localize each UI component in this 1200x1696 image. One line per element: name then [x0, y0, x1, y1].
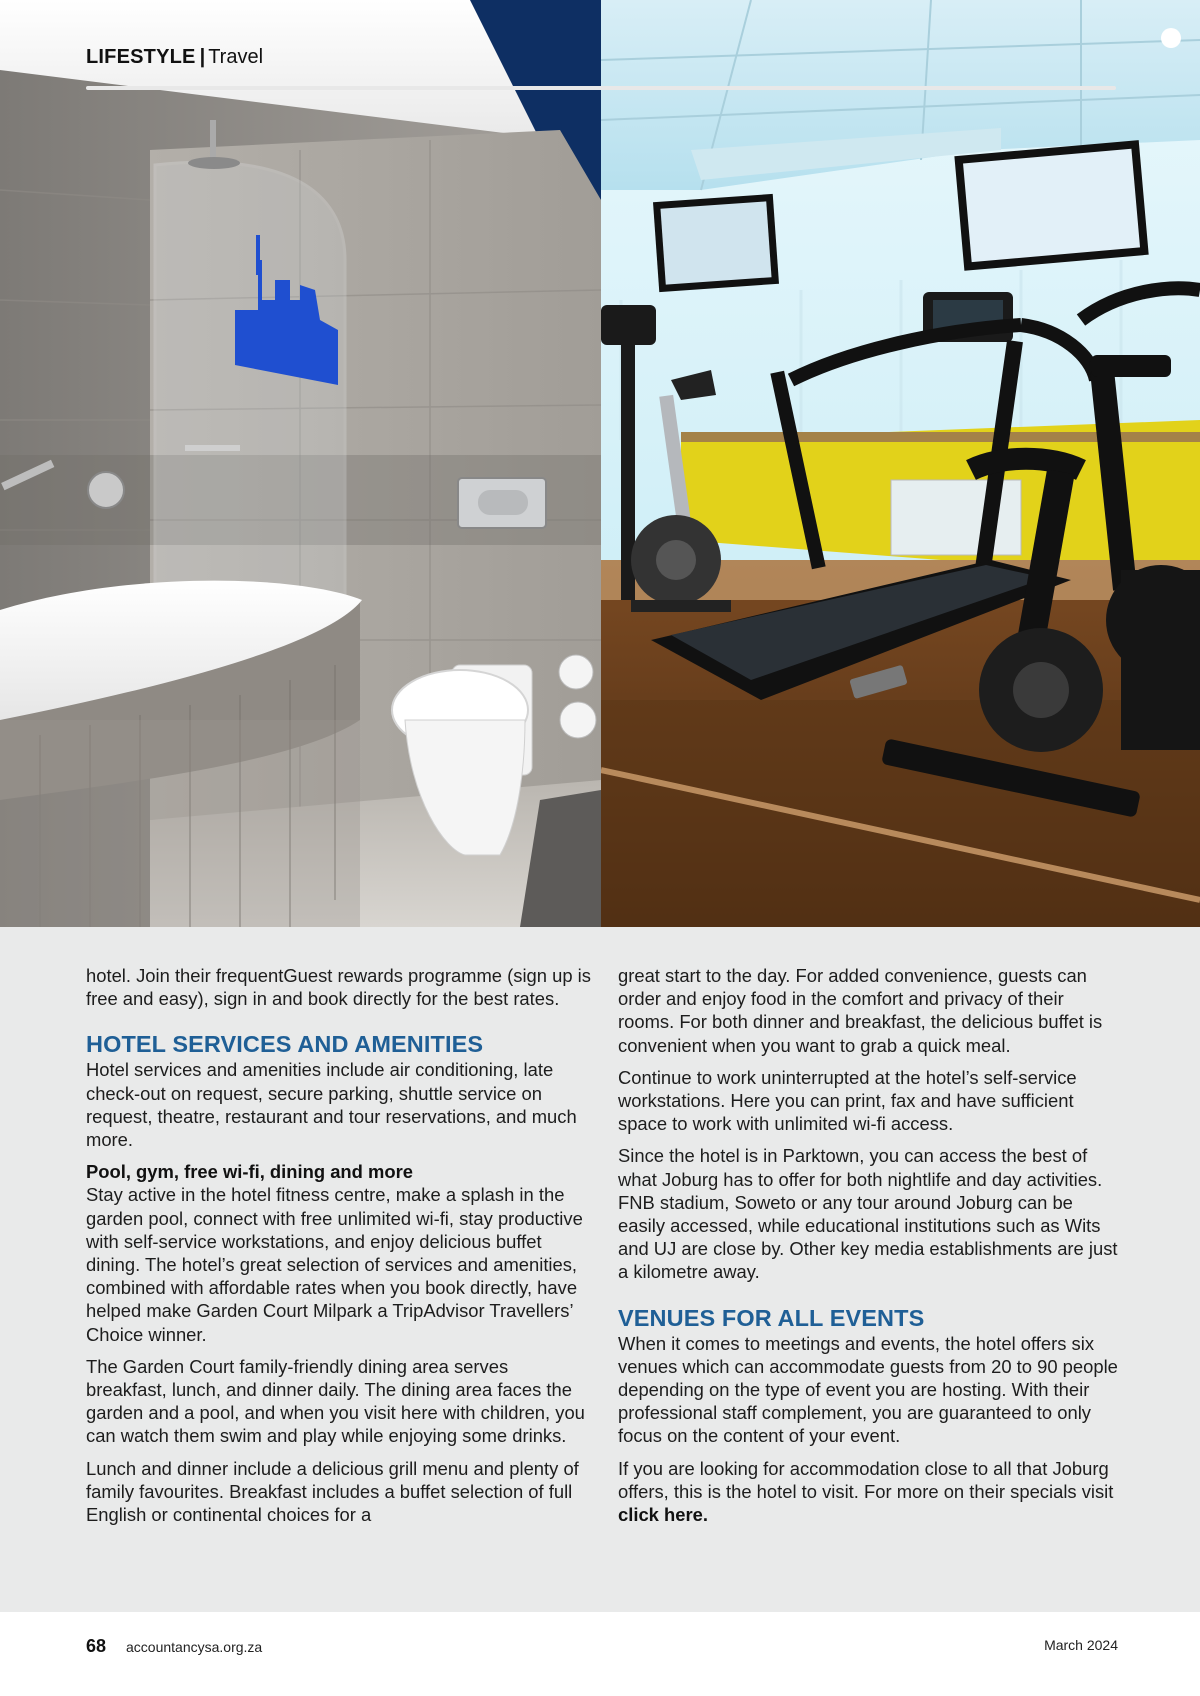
article-column-right — [618, 964, 1118, 1535]
gym-photo — [601, 0, 1200, 927]
section-label: LIFESTYLE — [86, 46, 196, 68]
paragraph: Lunch and dinner include a delicious grill menu and plenty of family favourites. Breakfast includes a buffet selection of full English or continental choices for a — [86, 1457, 579, 1526]
subsection-label: Travel — [208, 46, 264, 68]
paragraph: hotel. Join their frequentGuest rewards programme (sign up is free and easy), sign in and book directly for the best rates. — [86, 965, 591, 1010]
heading-hotel-services: HOTEL SERVICES AND AMENITIES — [86, 1031, 484, 1058]
heading-venues: VENUES FOR ALL EVENTS — [618, 1304, 925, 1331]
header-rule — [86, 86, 1116, 90]
click-here-link[interactable]: click here. — [618, 1504, 708, 1526]
paragraph: great start to the day. For added convenience, guests can order and enjoy food in the comfort and privacy of their rooms. For both dinner and breakfast, the delicious buffet is convenient when you want to grab a quick meal. — [618, 965, 1103, 1056]
article-column-left — [86, 964, 591, 1535]
issue-date: March 2024 — [1044, 1637, 1118, 1653]
site-url: accountancysa.org.za — [126, 1639, 263, 1655]
section-header — [86, 46, 263, 69]
paragraph-closing — [618, 1457, 1118, 1527]
closing-text: If you are looking for accommodation close to all that Joburg offers, this is the hotel to visit. For more on their specials visit — [618, 1457, 1114, 1502]
paragraph: Since the hotel is in Parktown, you can access the best of what Joburg has to offer for both nightlife and day activities. FNB stadium, Soweto or any tour around Joburg can be easily accessed, while educational institutions such as Wits and UJ are close by. Other key media establishments are just a kilometre away. — [618, 1145, 1118, 1283]
page-footer — [0, 1612, 1200, 1696]
paragraph: Continue to work uninterrupted at the hotel’s self-service workstations. Here you can print, fax and have sufficient space to work with unlimited wi-fi access. — [618, 1066, 1077, 1135]
paragraph: When it comes to meetings and events, the hotel offers six venues which can accommodate guests from 20 to 90 people depending on the type of event you are hosting. With their professional staff complement, you are guaranteed to only focus on the content of your event. — [618, 1332, 1118, 1447]
page-number: 68 — [86, 1636, 107, 1656]
bathroom-photo — [0, 0, 601, 927]
paragraph: Stay active in the hotel fitness centre, make a splash in the garden pool, connect with free unlimited wi-fi, stay productive with self-service workstations, and enjoy delicious buffet dining. The hotel’s great selection of services and amenities, combined with affordable rates when you book directly, have helped make Garden Court Milpark a TripAdvisor Travellers’ Choice winner. — [86, 1184, 583, 1345]
paragraph: Hotel services and amenities include air conditioning, late check-out on request, secure parking, shuttle service on request, theatre, restaurant and tour reservations, and much more. — [86, 1059, 577, 1151]
subheading-pool-gym: Pool, gym, free wi-fi, dining and more — [86, 1161, 413, 1183]
header-separator: | — [199, 46, 206, 68]
paragraph: The Garden Court family-friendly dining area serves breakfast, lunch, and dinner daily. The dining area faces the garden and a pool, and when you visit here with children, you can watch them swim and play while enjoying some drinks. — [86, 1355, 585, 1447]
